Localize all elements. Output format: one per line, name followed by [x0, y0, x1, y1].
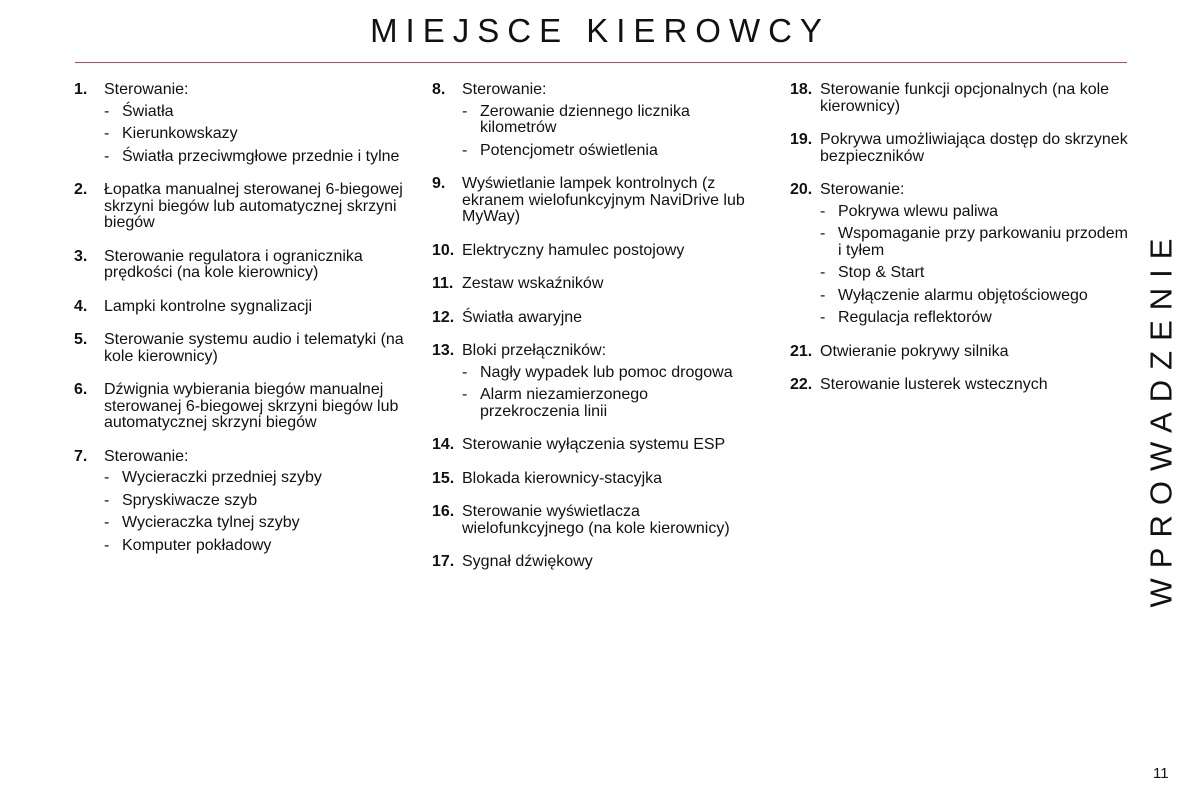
sub-item-text: Spryskiwacze szyb — [122, 491, 258, 509]
dash-bullet-icon: - — [104, 125, 110, 142]
sub-item — [462, 387, 752, 420]
sub-item — [104, 493, 414, 510]
list-item — [790, 132, 1130, 165]
item-text: Łopatka manualnej sterowanej 6-biegowej skrzyni biegów lub automatycznej skrzyni biegów — [104, 181, 403, 231]
dash-bullet-icon: - — [820, 286, 826, 304]
sub-item-text: Wyłączenie alarmu objętościowego — [838, 286, 1088, 304]
item-text: Światła awaryjne — [462, 308, 583, 326]
item-number: 4. — [74, 297, 88, 315]
item-number: 21. — [790, 342, 813, 360]
list-item — [432, 471, 752, 488]
list-item — [790, 344, 1130, 361]
sub-item-text: Kierunkowskazy — [122, 125, 238, 142]
column-2 — [432, 82, 752, 588]
item-number: 1. — [74, 81, 88, 98]
sub-item — [820, 310, 1130, 327]
item-number: 11. — [432, 275, 454, 292]
sub-item — [104, 149, 414, 166]
item-number: 7. — [74, 447, 88, 465]
list-item — [432, 343, 752, 420]
column-3 — [790, 82, 1130, 411]
list-item — [432, 276, 752, 293]
sub-item-text: Komputer pokładowy — [122, 536, 272, 554]
item-number: 10. — [432, 241, 455, 259]
item-number: 22. — [790, 376, 813, 393]
item-text: Pokrywa umożliwiająca dostęp do skrzynek bezpieczników — [820, 131, 1128, 165]
dash-bullet-icon: - — [462, 386, 468, 403]
item-number: 14. — [432, 436, 455, 453]
dash-bullet-icon: - — [820, 225, 826, 242]
dash-bullet-icon: - — [104, 491, 110, 509]
sub-item-list — [462, 365, 752, 421]
item-number: 15. — [432, 469, 455, 487]
sub-item-text: Potencjometr oświetlenia — [480, 141, 658, 159]
dash-bullet-icon: - — [104, 147, 110, 165]
sub-item-text: Wycieraczka tylnej szyby — [122, 514, 300, 531]
dash-bullet-icon: - — [104, 536, 110, 554]
dash-bullet-icon: - — [820, 309, 826, 326]
list-item — [74, 249, 414, 282]
item-text: Sterowanie wyświetlacza wielofunkcyjnego (na kole kierownicy) — [462, 503, 730, 537]
sub-item — [820, 265, 1130, 282]
list-item — [432, 176, 752, 226]
list-item — [74, 82, 414, 165]
item-number: 13. — [432, 342, 455, 359]
item-number: 2. — [74, 181, 88, 198]
item-text: Otwieranie pokrywy silnika — [820, 342, 1009, 360]
item-text: Lampki kontrolne sygnalizacji — [104, 297, 313, 315]
list-item — [432, 437, 752, 454]
item-number: 16. — [432, 503, 455, 520]
list-item — [432, 504, 752, 537]
list-item — [74, 182, 414, 232]
sub-item-text: Zerowanie dziennego licznika kilometrów — [480, 102, 690, 136]
sub-item-text: Nagły wypadek lub pomoc drogowa — [480, 363, 733, 381]
item-number: 5. — [74, 331, 88, 348]
item-text: Sterowanie regulatora i ogranicznika prędkości (na kole kierownicy) — [104, 247, 363, 281]
item-number: 6. — [74, 381, 88, 398]
item-text: Sterowanie: — [104, 447, 189, 465]
list-item — [74, 449, 414, 555]
sub-item-list — [104, 104, 414, 166]
item-text: Dźwignia wybierania biegów manualnej sterowanej 6-biegowej skrzyni biegów lub automatycznej skrzyni biegów — [104, 381, 399, 431]
dash-bullet-icon: - — [104, 469, 110, 486]
list-item — [790, 182, 1130, 327]
dash-bullet-icon: - — [820, 264, 826, 281]
item-text: Sterowanie wyłączenia systemu ESP — [462, 436, 726, 453]
item-text: Sygnał dźwiękowy — [462, 553, 593, 570]
list-item — [74, 332, 414, 365]
item-text: Sterowanie: — [104, 81, 189, 98]
list-item — [432, 82, 752, 159]
dash-bullet-icon: - — [462, 363, 468, 381]
sub-item-list — [104, 470, 414, 554]
item-number: 18. — [790, 81, 813, 98]
sub-item-text: Regulacja reflektorów — [838, 309, 992, 326]
sub-item — [820, 226, 1130, 259]
dash-bullet-icon: - — [462, 141, 468, 159]
item-number: 9. — [432, 175, 446, 192]
sub-item-text: Wspomaganie przy parkowaniu przodem i tyłem — [838, 225, 1128, 259]
sub-item — [462, 143, 752, 160]
item-number: 8. — [432, 81, 446, 98]
sub-item — [820, 288, 1130, 305]
list-item — [432, 310, 752, 327]
sub-item — [462, 365, 752, 382]
item-text: Sterowanie: — [820, 181, 905, 198]
sub-item — [104, 104, 414, 121]
item-number: 19. — [790, 131, 813, 148]
item-number: 3. — [74, 247, 88, 265]
column-1 — [74, 82, 414, 571]
dash-bullet-icon: - — [820, 202, 826, 220]
sub-item-list — [820, 204, 1130, 327]
sub-item — [104, 538, 414, 555]
sub-item — [462, 104, 752, 137]
item-text: Sterowanie funkcji opcjonalnych (na kole kierownicy) — [820, 81, 1110, 115]
item-text: Sterowanie systemu audio i telematyki (na kole kierownicy) — [104, 331, 404, 365]
list-item — [432, 554, 752, 571]
dash-bullet-icon: - — [104, 102, 110, 120]
section-side-title-text: WPROWADZENIE — [1143, 228, 1178, 608]
sub-item — [104, 515, 414, 532]
item-text: Elektryczny hamulec postojowy — [462, 241, 685, 259]
item-text: Wyświetlanie lampek kontrolnych (z ekranem wielofunkcyjnym NaviDrive lub MyWay) — [462, 175, 745, 225]
title-divider — [75, 62, 1127, 63]
sub-item-text: Światła — [122, 102, 174, 120]
sub-item-text: Alarm niezamierzonego przekroczenia linii — [480, 386, 649, 420]
sub-item-text: Wycieraczki przedniej szyby — [122, 469, 322, 486]
sub-item — [104, 126, 414, 143]
sub-item-text: Stop & Start — [838, 264, 925, 281]
dash-bullet-icon: - — [462, 102, 468, 120]
list-item — [790, 377, 1130, 394]
dash-bullet-icon: - — [104, 514, 110, 531]
list-item — [74, 382, 414, 432]
page-number: 11 — [1153, 765, 1169, 782]
page-title: MIEJSCE KIEROWCY — [370, 12, 830, 49]
item-text: Sterowanie lusterek wstecznych — [820, 376, 1048, 393]
section-side-title — [1141, 228, 1181, 608]
sub-item-text: Światła przeciwmgłowe przednie i tylne — [122, 147, 400, 165]
item-text: Sterowanie: — [462, 81, 547, 98]
item-text: Zestaw wskaźników — [462, 275, 604, 292]
sub-item — [820, 204, 1130, 221]
list-item — [74, 299, 414, 316]
item-number: 12. — [432, 308, 455, 326]
sub-item-text: Pokrywa wlewu paliwa — [838, 202, 999, 220]
item-text: Bloki przełączników: — [462, 342, 607, 359]
item-number: 17. — [432, 553, 455, 570]
list-item — [790, 82, 1130, 115]
sub-item-list — [462, 104, 752, 160]
item-number: 20. — [790, 181, 813, 198]
sub-item — [104, 470, 414, 487]
item-text: Blokada kierownicy-stacyjka — [462, 469, 663, 487]
list-item — [432, 243, 752, 260]
